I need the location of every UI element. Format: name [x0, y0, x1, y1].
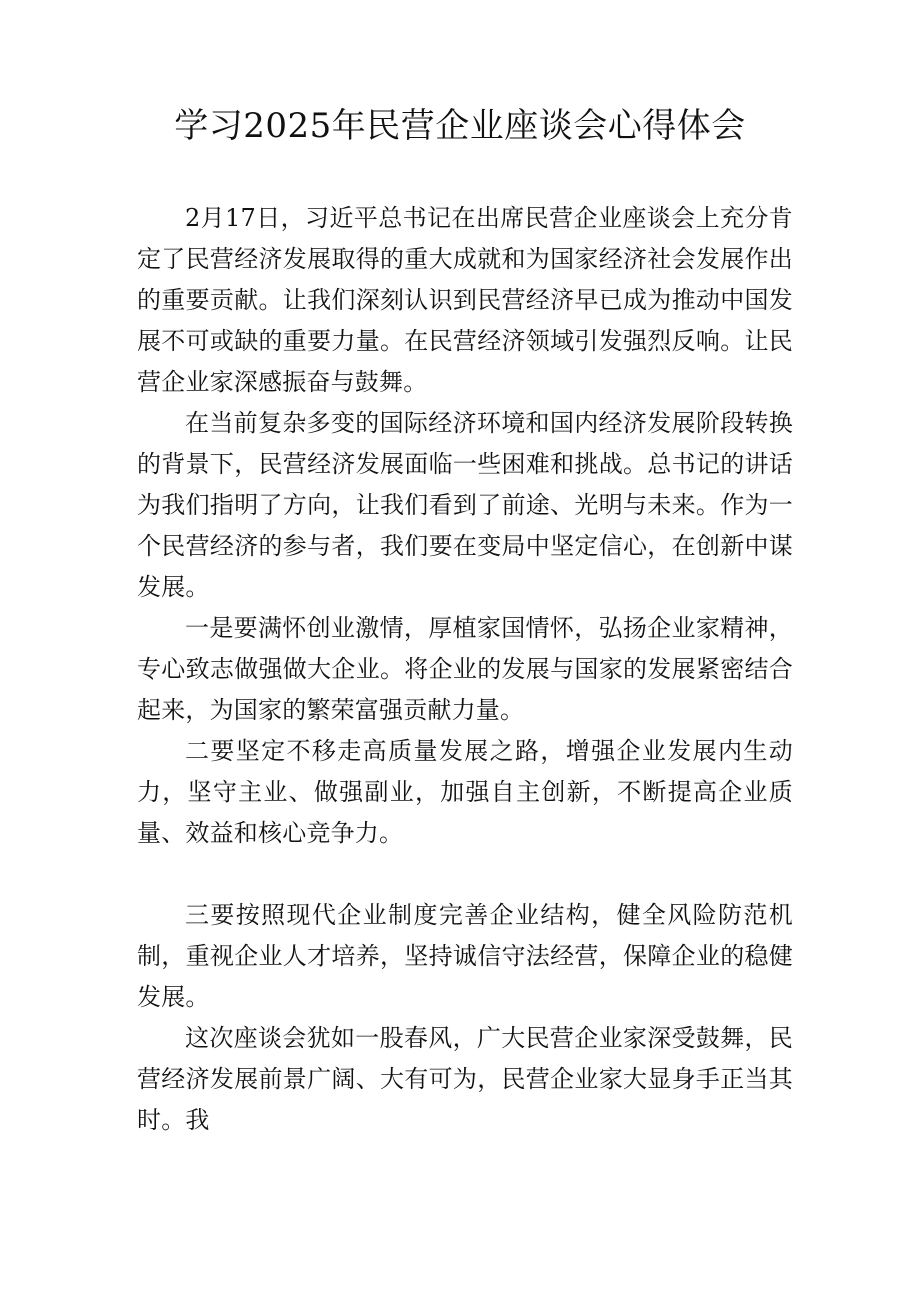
paragraph-2: 在当前复杂多变的国际经济环境和国内经济发展阶段转换的背景下，民营经济发展面临一些困难和挑战。总书记的讲话为我们指明了方向，让我们看到了前途、光明与未来。作为一个民营经济的参与者，我们要在变局中坚定信心，在创新中谋发展。 — [137, 409, 793, 601]
paragraph-4: 二要坚定不移走高质量发展之路，增强企业发展内生动力，坚守主业、做强副业，加强自主创新，不断提高企业质量、效益和核心竞争力。 — [137, 737, 793, 847]
paragraph-5: 三要按照现代企业制度完善企业结构，健全风险防范机制，重视企业人才培养，坚持诚信守法经营，保障企业的稳健发展。 — [137, 901, 793, 1011]
paragraph-1: 2月17日，习近平总书记在出席民营企业座谈会上充分肯定了民营经济发展取得的重大成就和为国家经济社会发展作出的重要贡献。让我们深刻认识到民营经济早已成为推动中国发展不可或缺的重要力量。在民营经济领域引发强烈反响。让民营企业家深感振奋与鼓舞。 — [137, 204, 793, 396]
paragraph-spacer — [137, 854, 793, 895]
paragraph-6: 这次座谈会犹如一股春风，广大民营企业家深受鼓舞，民营经济发展前景广阔、大有可为，民营企业家大显身手正当其时。我 — [137, 1024, 793, 1134]
document-title: 学习2025年民营企业座谈会心得体会 — [174, 106, 746, 146]
document-body — [137, 198, 793, 1141]
paragraph-3: 一是要满怀创业激情，厚植家国情怀，弘扬企业家精神，专心致志做强做大企业。将企业的发展与国家的发展紧密结合起来，为国家的繁荣富强贡献力量。 — [137, 614, 793, 724]
